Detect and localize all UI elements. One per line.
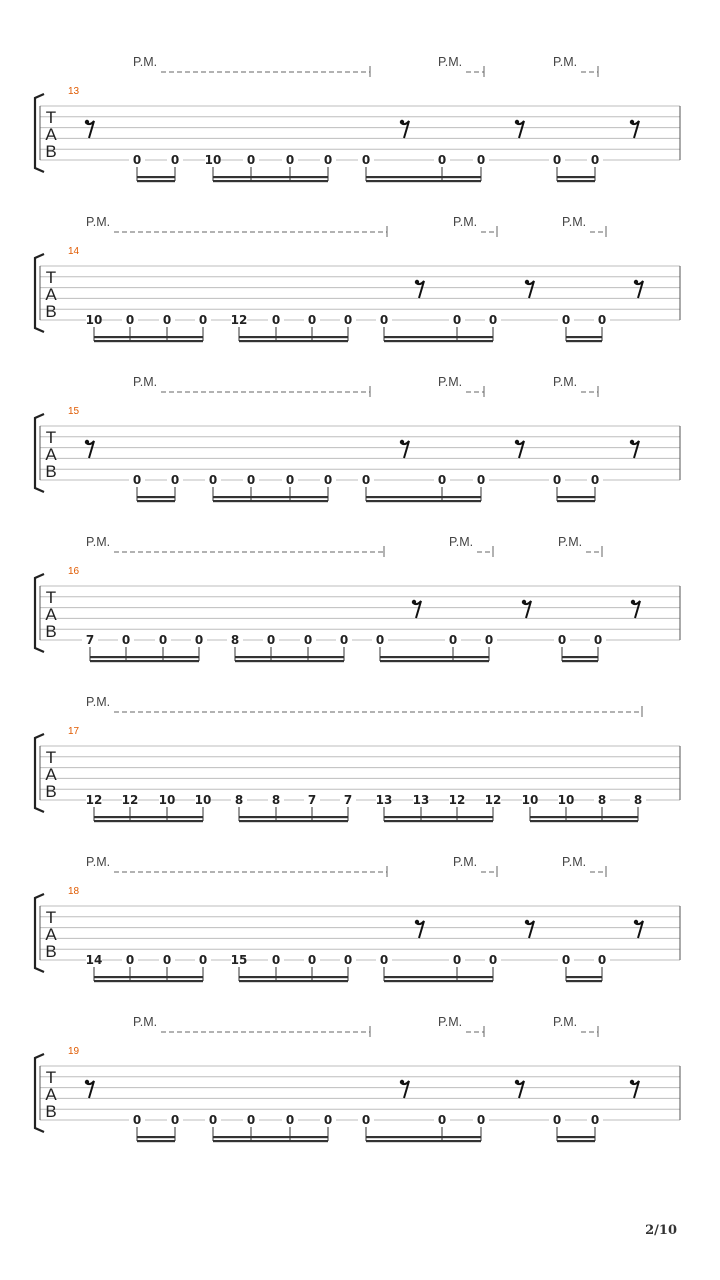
fret-number: 0 — [198, 953, 208, 967]
beam-upper — [90, 656, 199, 658]
fret-number: 0 — [437, 1113, 447, 1127]
tab-clef-letter: B — [45, 942, 57, 961]
fret-number: 15 — [230, 953, 248, 967]
palm-mute-label: P.M. — [562, 855, 587, 869]
measure-number: 16 — [68, 566, 80, 577]
fret-number: 10 — [194, 793, 212, 807]
rest-dot — [634, 280, 638, 284]
tab-clef-letter: B — [45, 142, 57, 161]
fret-number: 0 — [125, 953, 135, 967]
fret-number: 0 — [307, 953, 317, 967]
rest-dot — [85, 1080, 89, 1084]
beam-lower — [239, 820, 348, 822]
beam-upper — [239, 336, 348, 338]
beam-upper — [213, 496, 328, 498]
fret-number: 0 — [561, 313, 571, 327]
fret-number: 10 — [521, 793, 539, 807]
fret-number: 0 — [590, 473, 600, 487]
beam-lower — [235, 660, 344, 662]
fret-number: 12 — [121, 793, 139, 807]
fret-number: 0 — [379, 313, 389, 327]
rest-dot — [515, 440, 519, 444]
measure-number: 19 — [68, 1046, 80, 1057]
beam-lower — [366, 500, 481, 502]
palm-mute-label: P.M. — [86, 215, 111, 229]
rest-dot — [415, 280, 419, 284]
tab-clef-letter: B — [45, 1102, 57, 1121]
fret-number: 0 — [132, 473, 142, 487]
tab-clef-letter: B — [45, 622, 57, 641]
rest-dot — [400, 440, 404, 444]
fret-number: 0 — [448, 633, 458, 647]
rest-dot — [634, 920, 638, 924]
fret-number: 0 — [343, 953, 353, 967]
fret-number: 0 — [597, 953, 607, 967]
fret-number: 0 — [303, 633, 313, 647]
beam-upper — [94, 976, 203, 978]
palm-mute-label: P.M. — [86, 855, 111, 869]
beam-upper — [557, 496, 595, 498]
palm-mute-label: P.M. — [86, 695, 111, 709]
rest-dot — [415, 920, 419, 924]
tab-clef-letter: T — [45, 748, 57, 767]
rest-dot — [85, 120, 89, 124]
fret-number: 0 — [437, 153, 447, 167]
fret-number: 0 — [361, 473, 371, 487]
tab-clef-letter: B — [45, 782, 57, 801]
palm-mute-label: P.M. — [558, 535, 583, 549]
fret-number: 12 — [230, 313, 248, 327]
fret-number: 0 — [590, 153, 600, 167]
fret-number: 14 — [85, 953, 103, 967]
beam-upper — [562, 656, 598, 658]
beam-lower — [566, 980, 602, 982]
rest-dot — [515, 1080, 519, 1084]
beam-upper — [380, 656, 489, 658]
fret-number: 12 — [448, 793, 466, 807]
beam-upper — [366, 1136, 481, 1138]
fret-number: 0 — [246, 1113, 256, 1127]
beam-upper — [366, 496, 481, 498]
fret-number: 0 — [452, 313, 462, 327]
tab-clef-letter: A — [45, 1085, 57, 1104]
beam-lower — [137, 1140, 175, 1142]
fret-number: 0 — [162, 313, 172, 327]
beam-lower — [384, 980, 493, 982]
fret-number: 0 — [484, 633, 494, 647]
fret-number: 0 — [476, 473, 486, 487]
fret-number: 12 — [484, 793, 502, 807]
measure-number: 15 — [68, 406, 80, 417]
beam-upper — [557, 1136, 595, 1138]
fret-number: 0 — [339, 633, 349, 647]
beam-lower — [380, 660, 489, 662]
beam-lower — [562, 660, 598, 662]
rest-dot — [631, 600, 635, 604]
beam-upper — [239, 816, 348, 818]
rest-dot — [525, 920, 529, 924]
beam-lower — [94, 340, 203, 342]
fret-number: 0 — [170, 153, 180, 167]
fret-number: 0 — [597, 313, 607, 327]
palm-mute-label: P.M. — [553, 55, 578, 69]
beam-upper — [557, 176, 595, 178]
palm-mute-label: P.M. — [449, 535, 474, 549]
tab-clef-letter: A — [45, 285, 57, 304]
beam-upper — [384, 816, 493, 818]
beam-lower — [137, 500, 175, 502]
tab-clef-letter: B — [45, 302, 57, 321]
beam-upper — [530, 816, 638, 818]
fret-number: 0 — [198, 313, 208, 327]
rest-dot — [400, 120, 404, 124]
palm-mute-label: P.M. — [438, 55, 463, 69]
beam-upper — [239, 976, 348, 978]
beam-upper — [235, 656, 344, 658]
beam-lower — [90, 660, 199, 662]
rest-dot — [525, 280, 529, 284]
tab-clef-letter: B — [45, 462, 57, 481]
palm-mute-label: P.M. — [553, 375, 578, 389]
beam-upper — [213, 176, 328, 178]
fret-number: 0 — [323, 1113, 333, 1127]
rest-dot — [630, 120, 634, 124]
fret-number: 0 — [552, 153, 562, 167]
beam-lower — [530, 820, 638, 822]
fret-number: 7 — [307, 793, 317, 807]
palm-mute-label: P.M. — [562, 215, 587, 229]
fret-number: 0 — [361, 1113, 371, 1127]
measure-number: 18 — [68, 886, 80, 897]
beam-lower — [94, 820, 203, 822]
fret-number: 0 — [170, 1113, 180, 1127]
palm-mute-label: P.M. — [553, 1015, 578, 1029]
palm-mute-label: P.M. — [453, 855, 478, 869]
fret-number: 0 — [375, 633, 385, 647]
beam-upper — [94, 816, 203, 818]
fret-number: 0 — [162, 953, 172, 967]
tab-clef-letter: A — [45, 605, 57, 624]
beam-upper — [566, 976, 602, 978]
beam-upper — [94, 336, 203, 338]
measure-number: 17 — [68, 726, 80, 737]
fret-number: 0 — [476, 153, 486, 167]
beam-upper — [384, 336, 493, 338]
palm-mute-label: P.M. — [133, 375, 158, 389]
palm-mute-label: P.M. — [438, 375, 463, 389]
fret-number: 0 — [158, 633, 168, 647]
measure-number: 14 — [68, 246, 80, 257]
fret-number: 0 — [437, 473, 447, 487]
fret-number: 8 — [230, 633, 240, 647]
fret-number: 0 — [285, 473, 295, 487]
beam-lower — [213, 1140, 328, 1142]
beam-lower — [366, 1140, 481, 1142]
fret-number: 0 — [552, 1113, 562, 1127]
rest-dot — [515, 120, 519, 124]
fret-number: 0 — [271, 953, 281, 967]
tab-clef-letter: A — [45, 445, 57, 464]
rest-dot — [630, 1080, 634, 1084]
beam-lower — [239, 340, 348, 342]
fret-number: 0 — [194, 633, 204, 647]
fret-number: 13 — [412, 793, 430, 807]
beam-lower — [366, 180, 481, 182]
fret-number: 0 — [132, 153, 142, 167]
beam-upper — [566, 336, 602, 338]
tab-clef-letter: T — [45, 588, 57, 607]
rest-dot — [522, 600, 526, 604]
beam-lower — [557, 1140, 595, 1142]
palm-mute-label: P.M. — [453, 215, 478, 229]
fret-number: 0 — [343, 313, 353, 327]
beam-lower — [137, 180, 175, 182]
rest-dot — [85, 440, 89, 444]
tab-clef-letter: T — [45, 108, 57, 127]
fret-number: 0 — [307, 313, 317, 327]
fret-number: 0 — [208, 1113, 218, 1127]
measure-number: 13 — [68, 86, 80, 97]
fret-number: 10 — [85, 313, 103, 327]
beam-lower — [239, 980, 348, 982]
fret-number: 8 — [271, 793, 281, 807]
beam-lower — [557, 500, 595, 502]
fret-number: 0 — [590, 1113, 600, 1127]
fret-number: 7 — [85, 633, 95, 647]
fret-number: 0 — [246, 153, 256, 167]
fret-number: 0 — [285, 1113, 295, 1127]
beam-lower — [94, 980, 203, 982]
fret-number: 0 — [266, 633, 276, 647]
fret-number: 0 — [323, 473, 333, 487]
beam-lower — [557, 180, 595, 182]
fret-number: 10 — [204, 153, 222, 167]
fret-number: 0 — [271, 313, 281, 327]
fret-number: 10 — [557, 793, 575, 807]
fret-number: 0 — [361, 153, 371, 167]
fret-number: 8 — [234, 793, 244, 807]
fret-number: 12 — [85, 793, 103, 807]
fret-number: 0 — [285, 153, 295, 167]
beam-upper — [366, 176, 481, 178]
beam-upper — [384, 976, 493, 978]
palm-mute-label: P.M. — [86, 535, 111, 549]
rest-dot — [400, 1080, 404, 1084]
palm-mute-label: P.M. — [133, 55, 158, 69]
fret-number: 13 — [375, 793, 393, 807]
fret-number: 0 — [246, 473, 256, 487]
beam-upper — [137, 176, 175, 178]
tab-clef-letter: A — [45, 925, 57, 944]
fret-number: 7 — [343, 793, 353, 807]
fret-number: 0 — [379, 953, 389, 967]
fret-number: 0 — [170, 473, 180, 487]
fret-number: 0 — [125, 313, 135, 327]
tab-clef-letter: A — [45, 125, 57, 144]
fret-number: 0 — [208, 473, 218, 487]
tab-clef-letter: T — [45, 908, 57, 927]
beam-upper — [213, 1136, 328, 1138]
fret-number: 0 — [476, 1113, 486, 1127]
beam-upper — [137, 1136, 175, 1138]
palm-mute-label: P.M. — [438, 1015, 463, 1029]
beam-lower — [213, 500, 328, 502]
page-number: 2/10 — [645, 1223, 677, 1238]
fret-number: 0 — [593, 633, 603, 647]
fret-number: 0 — [561, 953, 571, 967]
tab-clef-letter: T — [45, 268, 57, 287]
tab-clef-letter: T — [45, 428, 57, 447]
beam-lower — [566, 340, 602, 342]
rest-dot — [412, 600, 416, 604]
fret-number: 0 — [488, 953, 498, 967]
fret-number: 0 — [552, 473, 562, 487]
fret-number: 8 — [597, 793, 607, 807]
fret-number: 8 — [633, 793, 643, 807]
beam-upper — [137, 496, 175, 498]
beam-lower — [213, 180, 328, 182]
fret-number: 10 — [158, 793, 176, 807]
fret-number: 0 — [557, 633, 567, 647]
fret-number: 0 — [452, 953, 462, 967]
fret-number: 0 — [488, 313, 498, 327]
beam-lower — [384, 340, 493, 342]
fret-number: 0 — [323, 153, 333, 167]
tab-clef-letter: A — [45, 765, 57, 784]
beam-lower — [384, 820, 493, 822]
tab-clef-letter: T — [45, 1068, 57, 1087]
palm-mute-label: P.M. — [133, 1015, 158, 1029]
fret-number: 0 — [121, 633, 131, 647]
fret-number: 0 — [132, 1113, 142, 1127]
rest-dot — [630, 440, 634, 444]
